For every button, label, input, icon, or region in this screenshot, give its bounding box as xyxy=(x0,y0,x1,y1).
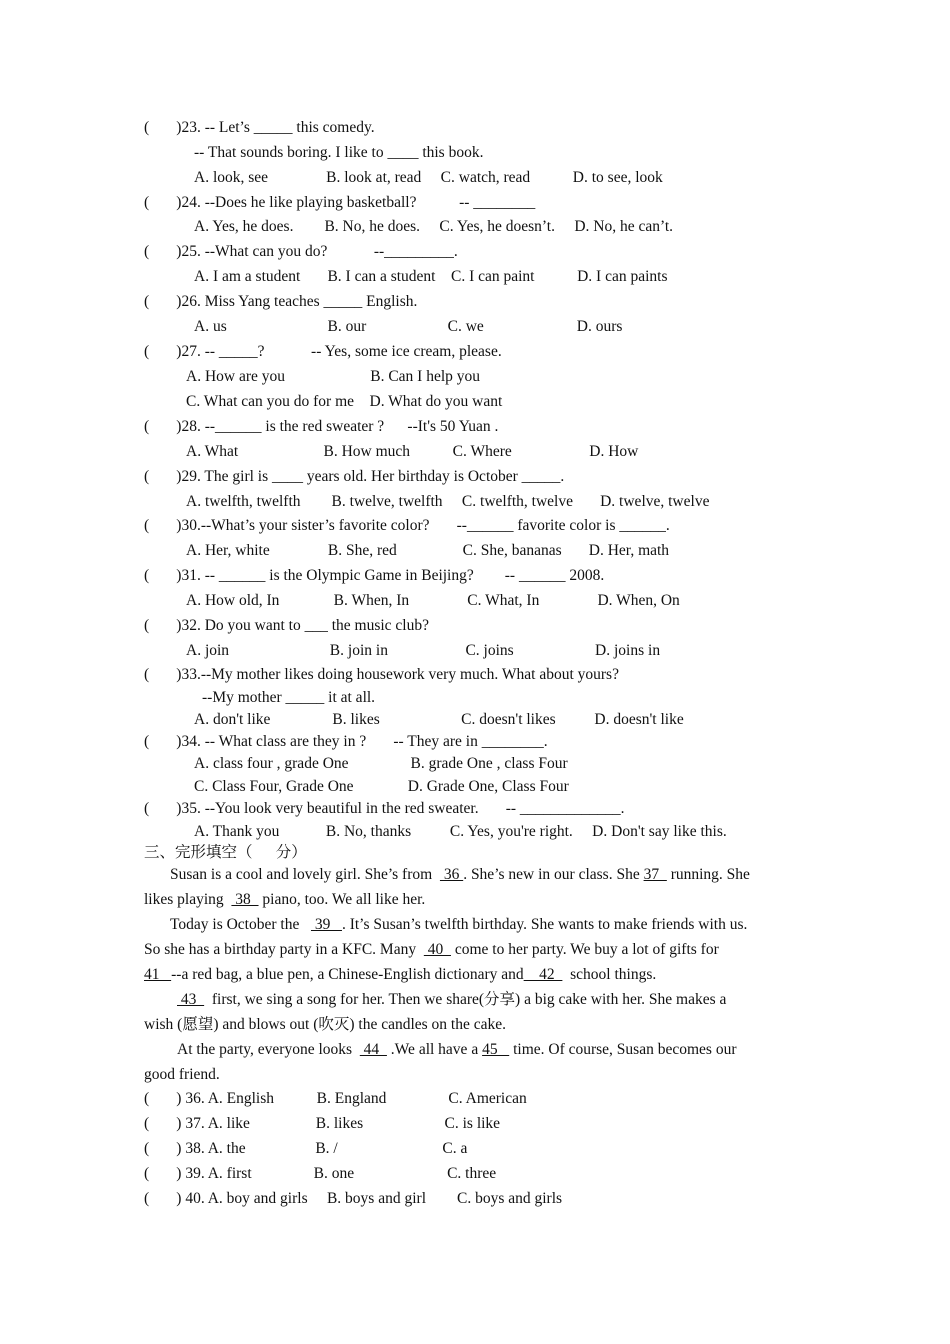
text-line: ( )25. --What can you do? --_________. xyxy=(144,243,458,260)
text-line: ( )35. --You look very beautiful in the red sweater. -- _____________. xyxy=(144,800,625,817)
text-line: ( )28. --______ is the red sweater ? --It's 50 Yuan . xyxy=(144,418,499,435)
text-line xyxy=(177,1040,736,1060)
text-line: A. look, see B. look at, read C. watch, read D. to see, look xyxy=(194,169,663,186)
text-line: A. us B. our C. we D. ours xyxy=(194,318,623,335)
text-line: ( )26. Miss Yang teaches _____ English. xyxy=(144,293,418,310)
blank-number: 45 xyxy=(482,1041,510,1058)
blank-number: 44 xyxy=(359,1041,387,1058)
text-segment: .We all have a xyxy=(386,1041,483,1058)
text-segment: Susan is a cool and lovely girl. She’s from xyxy=(170,866,440,883)
blank-number: 37 xyxy=(643,866,667,883)
text-line xyxy=(170,915,747,935)
text-line: ( )23. -- Let’s _____ this comedy. xyxy=(144,119,375,136)
text-line: ( )34. -- What class are they in ? -- They are in ________. xyxy=(144,733,548,750)
text-line: good friend. xyxy=(144,1066,220,1083)
text-segment: Today is October the xyxy=(170,916,311,933)
text-line: ( ) 38. A. the B. / C. a xyxy=(144,1140,468,1157)
text-line: A. twelfth, twelfth B. twelve, twelfth C. twelfth, twelve D. twelve, twelve xyxy=(186,493,710,510)
text-line: A. What B. How much C. Where D. How xyxy=(186,443,639,460)
text-line: A. join B. join in C. joins D. joins in xyxy=(186,642,661,659)
text-line xyxy=(177,990,726,1010)
text-line: ( )30.--What’s your sister’s favorite color? --______ favorite color is ______. xyxy=(144,517,670,534)
text-line: C. Class Four, Grade One D. Grade One, Class Four xyxy=(194,778,569,795)
text-segment: first, we sing a song for her. Then we share(分享) a big cake with her. She makes a xyxy=(204,991,727,1008)
text-line: A. don't like B. likes C. doesn't likes D. doesn't like xyxy=(194,711,684,728)
text-line: ( ) 40. A. boy and girls B. boys and girl C. boys and girls xyxy=(144,1190,563,1207)
blank-number: 42 xyxy=(523,966,563,983)
text-segment: come to her party. We buy a lot of gifts for xyxy=(450,941,719,958)
text-segment: school things. xyxy=(562,966,657,983)
text-line: -- That sounds boring. I like to ____ this book. xyxy=(194,144,484,161)
text-line: C. What can you do for me D. What do you want xyxy=(186,393,503,410)
blank-number: 38 xyxy=(231,891,259,908)
text-line: ( ) 39. A. first B. one C. three xyxy=(144,1165,497,1182)
text-line: A. Her, white B. She, red C. She, bananas D. Her, math xyxy=(186,542,670,559)
text-line: ( )33.--My mother likes doing housework very much. What about yours? xyxy=(144,666,619,683)
blank-number: 40 xyxy=(423,941,451,958)
text-line: A. How old, In B. When, In C. What, In D. When, On xyxy=(186,592,680,609)
text-line: wish (愿望) and blows out (吹灭) the candles on the cake. xyxy=(144,1016,507,1033)
text-line: ( )32. Do you want to ___ the music club? xyxy=(144,617,429,634)
text-segment: . It’s Susan’s twelfth birthday. She wants to make friends with us. xyxy=(341,916,748,933)
text-line: ( )31. -- ______ is the Olympic Game in Beijing? -- ______ 2008. xyxy=(144,567,605,584)
blank-number: 41 xyxy=(144,966,172,983)
text-line: A. I am a student B. I can a student C. I can paint D. I can paints xyxy=(194,268,668,285)
blank-number: 39 xyxy=(310,916,342,933)
text-line xyxy=(144,965,656,985)
text-line: A. How are you B. Can I help you xyxy=(186,368,481,385)
text-segment: --a red bag, a blue pen, a Chinese-English dictionary and xyxy=(171,966,524,983)
text-line xyxy=(144,940,719,960)
text-line: ( )29. The girl is ____ years old. Her birthday is October _____. xyxy=(144,468,565,485)
blank-number: 43 xyxy=(177,991,205,1008)
text-line: A. Thank you B. No, thanks C. Yes, you're right. D. Don't say like this. xyxy=(194,823,727,840)
text-line: ( ) 37. A. like B. likes C. is like xyxy=(144,1115,501,1132)
text-segment: piano, too. We all like her. xyxy=(258,891,426,908)
text-line: ( ) 36. A. English B. England C. American xyxy=(144,1090,527,1107)
text-segment: likes playing xyxy=(144,891,232,908)
text-line xyxy=(144,890,425,910)
text-segment: At the party, everyone looks xyxy=(177,1041,360,1058)
text-line: ( )27. -- _____? -- Yes, some ice cream, please. xyxy=(144,343,502,360)
text-line: A. Yes, he does. B. No, he does. C. Yes, he doesn’t. D. No, he can’t. xyxy=(194,218,674,235)
text-segment: So she has a birthday party in a KFC. Many xyxy=(144,941,424,958)
text-segment: . She’s new in our class. She xyxy=(463,866,644,883)
text-line: ( )24. --Does he like playing basketball? -- ________ xyxy=(144,194,536,211)
text-line: --My mother _____ it at all. xyxy=(202,689,376,706)
text-segment: running. She xyxy=(666,866,750,883)
text-line xyxy=(170,865,750,885)
text-line: A. class four , grade One B. grade One , class Four xyxy=(194,755,568,772)
blank-number: 36 xyxy=(439,866,464,883)
text-segment: time. Of course, Susan becomes our xyxy=(509,1041,737,1058)
text-line: 三、完形填空（ 分） xyxy=(144,844,307,861)
